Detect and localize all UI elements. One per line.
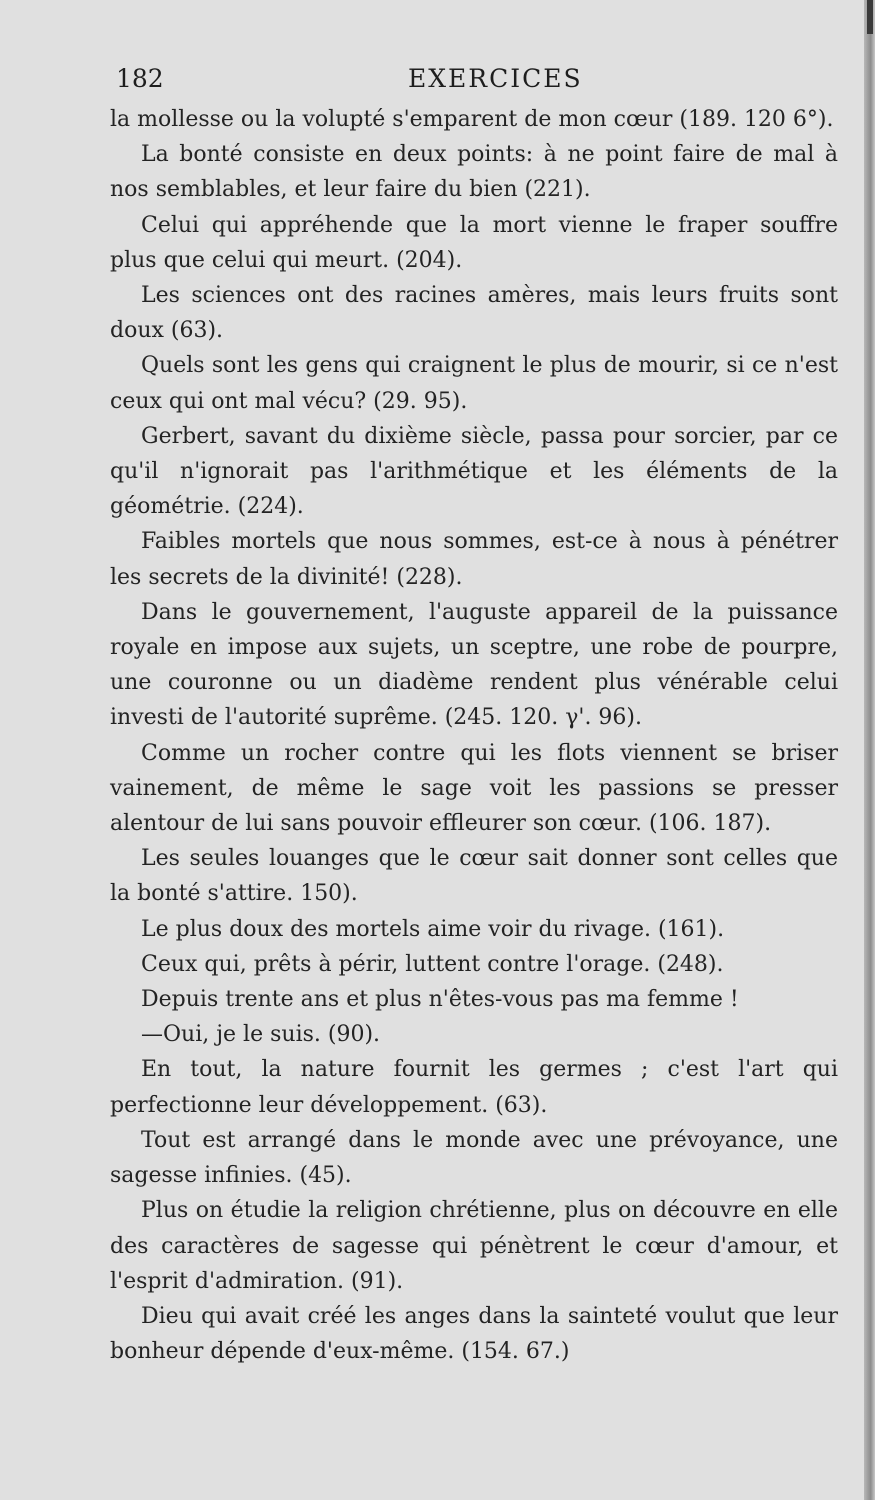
- edge-mark: [867, 0, 873, 34]
- body-text: [110, 102, 838, 1369]
- paragraph: Le plus doux des mortels aime voir du rivage. (161).: [141, 916, 725, 942]
- paragraph: la mollesse ou la volupté s'emparent de mon cœur (189. 120 6°).: [110, 107, 834, 132]
- page-header: [116, 64, 836, 104]
- paragraph: Tout est arrangé dans le monde avec une prévoyance, une sagesse infinies. (45).: [110, 1127, 838, 1189]
- paragraph: Comme un rocher contre qui les flots viennent se briser vainement, de même le sage voit les passions se presser alentour de lui sans pouvoir effleurer son cœur. (106. 187).: [110, 740, 838, 837]
- running-title: EXERCICES: [408, 64, 583, 93]
- paragraph: Celui qui appréhende que la mort vienne le fraper souffre plus que celui qui meurt. (204).: [110, 212, 838, 273]
- page-edge: [864, 0, 875, 1500]
- paragraph: Plus on étudie la religion chrétienne, plus on découvre en elle des caractères de sagesse qui pénètrent le cœur d'amour, et l'esprit d'admiration. (91).: [110, 1198, 838, 1294]
- paragraph: Faibles mortels que nous sommes, est-ce à nous à pénétrer les secrets de la divinité! (228).: [110, 529, 838, 590]
- paragraph: —Oui, je le suis. (90).: [141, 1022, 381, 1048]
- paragraph: En tout, la nature fournit les germes ; c'est l'art qui perfectionne leur développement. (63).: [110, 1057, 838, 1118]
- paragraph: Dieu qui avait créé les anges dans la sainteté voulut que leur bonheur dépende d'eux-même. (154. 67.): [110, 1303, 838, 1365]
- paragraph: La bonté consiste en deux points: à ne point faire de mal à nos semblables, et leur faire du bien (221).: [110, 142, 838, 203]
- paragraph: Les sciences ont des racines amères, mais leurs fruits sont doux (63).: [110, 283, 838, 344]
- page-number: 182: [116, 64, 164, 93]
- paragraph: Depuis trente ans et plus n'êtes-vous pas ma femme !: [141, 987, 739, 1013]
- paragraph: Quels sont les gens qui craignent le plus de mourir, si ce n'est ceux qui ont mal vécu? (29. 95).: [110, 353, 838, 414]
- paragraph: Gerbert, savant du dixième siècle, passa pour sorcier, par ce qu'il n'ignorait pas l'arithmétique et les éléments de la géométrie. (224).: [110, 423, 838, 520]
- paragraph: Ceux qui, prêts à périr, luttent contre l'orage. (248).: [141, 951, 724, 977]
- paragraph: Les seules louanges que le cœur sait donner sont celles que la bonté s'attire. 150).: [110, 846, 838, 907]
- paragraph: Dans le gouvernement, l'auguste appareil de la puissance royale en impose aux sujets, un sceptre, une robe de pourpre, une couronne ou un diadème rendent plus vénérable celui investi de l'autorité suprême. (245. 120. γ'. 96).: [110, 599, 838, 731]
